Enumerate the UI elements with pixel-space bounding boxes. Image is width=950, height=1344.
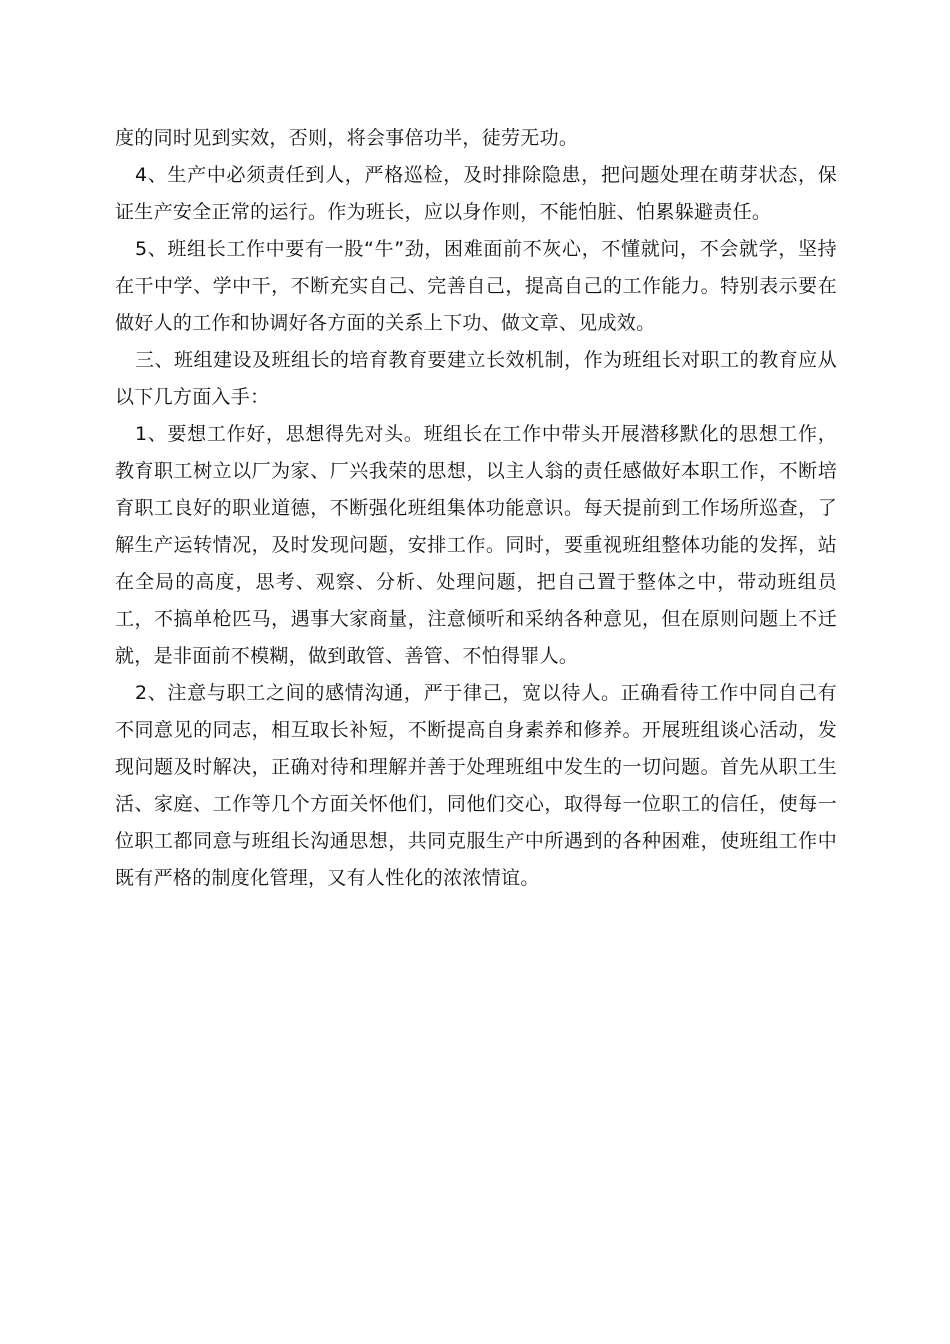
paragraph-sub-item-1: 1、要想工作好，思想得先对头。班组长在工作中带头开展潜移默化的思想工作，教育职工树立以厂为家、厂兴我荣的思想，以主人翁的责任感做好本职工作，不断培育职工良好的职业道德，不断强化班组集体功能意识。每天提前到工作场所巡查，了解生产运转情况，及时发现问题，安排工作。同时，要重视班组整体功能的发挥，站在全局的高度，思考、观察、分析、处理问题，把自己置于整体之中，带动班组员工，不搞单枪匹马，遇事大家商量，注意倾听和采纳各种意见，但在原则问题上不迁就，是非面前不模糊，做到敢管、善管、不怕得罪人。 [115, 423, 837, 667]
paragraph-item-4: 4、生产中必须责任到人，严格巡检，及时排除隐患，把问题处理在萌芽状态，保证生产安全正常的运行。作为班长，应以身作则，不能怕脏、怕累躲避责任。 [115, 164, 837, 223]
paragraph-sub-item-2: 2、注意与职工之间的感情沟通，严于律己，宽以待人。正确看待工作中同自己有不同意见的同志，相互取长补短，不断提高自身素养和修养。开展班组谈心活动，发现问题及时解决，正确对待和理解并善于处理班组中发生的一切问题。首先从职工生活、家庭、工作等几个方面关怀他们，同他们交心，取得每一位职工的信任，使每一位职工都同意与班组长沟通思想，共同克服生产中所遇到的各种困难，使班组工作中既有严格的制度化管理，又有人性化的浓浓情谊。 [115, 682, 837, 889]
section-heading-three: 三、班组建设及班组长的培育教育要建立长效机制，作为班组长对职工的教育应从以下几方面入手： [115, 349, 837, 408]
document-body [115, 120, 837, 897]
paragraph-continuation: 度的同时见到实效，否则，将会事倍功半，徒劳无功。 [115, 127, 579, 149]
paragraph-item-5: 5、班组长工作中要有一股“牛”劲，困难面前不灰心，不懂就问，不会就学，坚持在干中学、学中干，不断充实自己、完善自己，提高自己的工作能力。特别表示要在做好人的工作和协调好各方面的关系上下功、做文章、见成效。 [115, 238, 837, 334]
